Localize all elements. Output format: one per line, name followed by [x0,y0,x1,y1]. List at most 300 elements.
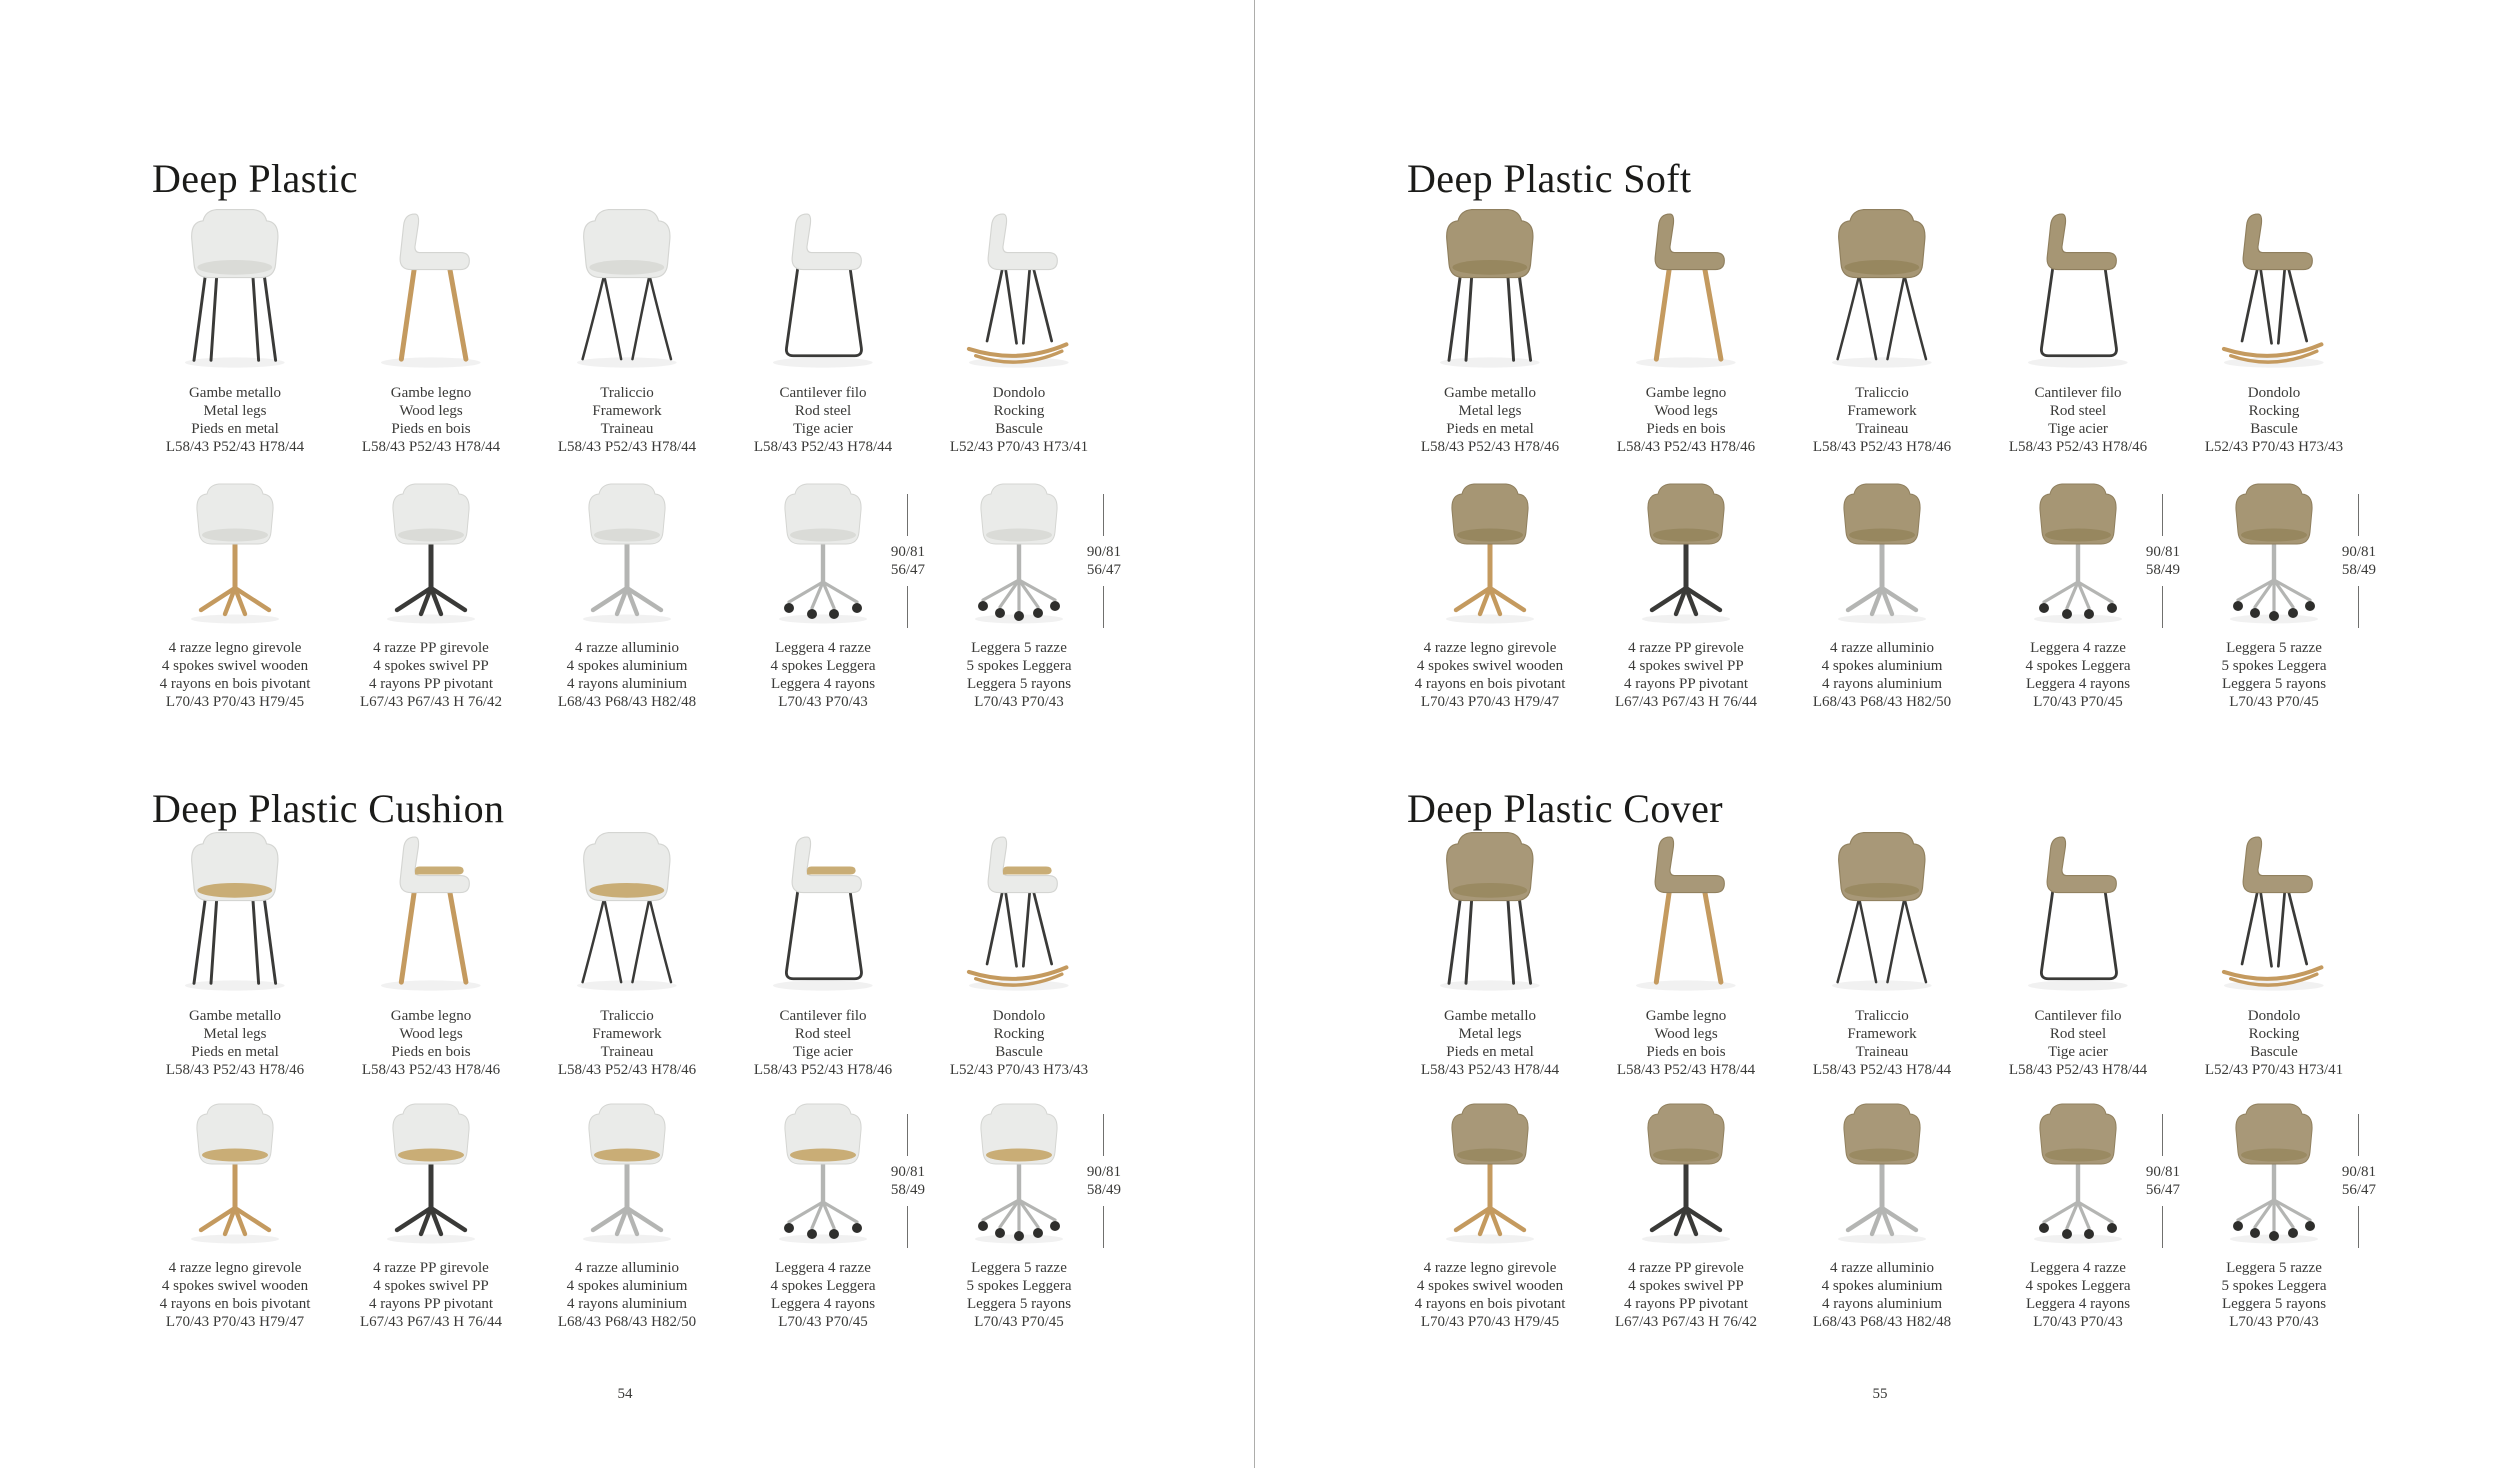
product-cell [725,480,925,711]
caption-line-french: 4 rayons en bois pivotant [159,676,311,692]
caption-line-french: Pieds en metal [1446,1044,1534,1060]
product-cell [2176,480,2376,711]
chair-image-legs-metal [1392,828,1588,998]
dimension-tick-bottom [1103,586,1104,628]
caption-line-french: 4 rayons PP pivotant [1623,1296,1749,1312]
caption-line-english: 4 spokes swivel wooden [161,658,309,674]
chair-image-legs-metal [1392,205,1588,375]
caption-line-english: 4 spokes swivel wooden [1416,1278,1564,1294]
height-range-max: 90/81 [2341,544,2376,560]
dimension-tick-bottom [907,1206,908,1248]
product-caption [1415,1259,1566,1331]
caption-line-english: 4 spokes aluminium [1821,658,1943,674]
caption-line-english: Rod steel [2049,403,2107,419]
product-cell [333,480,529,711]
height-range-max: 90/81 [2341,1164,2376,1180]
caption-line-french: Tige acier [793,1044,853,1060]
caption-line-italian: Dondolo [992,385,1046,401]
chair-image-legs-metal [137,828,333,998]
caption-line-dimensions: L58/43 P52/43 H78/46 [165,1062,305,1078]
caption-line-dimensions: L70/43 P70/43 H79/47 [165,1314,305,1330]
caption-line-english: Rocking [2248,1026,2300,1042]
caption-line-french: 4 rayons PP pivotant [1623,676,1749,692]
caption-line-dimensions: L58/43 P52/43 H78/46 [1812,439,1952,455]
product-caption [754,384,892,456]
dimension-tick-top [1103,1114,1104,1156]
product-caption [1615,639,1757,711]
product-caption [2205,1007,2343,1079]
caption-line-english: 4 spokes Leggera [2025,1278,2131,1294]
dimension-tick-top [2358,1114,2359,1156]
caption-line-english: 4 spokes swivel PP [373,1278,489,1294]
dimension-tick-top [2162,1114,2163,1156]
caption-line-english: 4 spokes aluminium [566,1278,688,1294]
chair-image-castors-5 [921,1100,1121,1250]
caption-line-french: Leggera 5 rayons [966,1296,1072,1312]
product-cell [333,1100,529,1331]
chair-image-swivel-pp [1588,1100,1784,1250]
product-cell [333,205,529,456]
caption-line-dimensions: L67/43 P67/43 H 76/44 [1614,694,1758,710]
product-cell [137,205,333,456]
chair-image-legs-wood [333,828,529,998]
caption-line-italian: Dondolo [992,1008,1046,1024]
caption-line-italian: Gambe metallo [1443,385,1537,401]
chair-image-swivel-pp [1588,480,1784,630]
caption-line-italian: Gambe legno [390,1008,472,1024]
chair-image-rocking [2176,205,2372,375]
caption-line-english: 5 spokes Leggera [2221,1278,2327,1294]
caption-line-english: Metal legs [203,1026,267,1042]
product-caption [2009,384,2147,456]
caption-line-italian: 4 razze alluminio [1829,1260,1935,1276]
product-caption [2222,639,2327,711]
caption-line-english: Wood legs [1654,403,1718,419]
product-cell [1784,1100,1980,1331]
product-cell [725,828,921,1079]
caption-line-dimensions: L67/43 P67/43 H 76/44 [359,1314,503,1330]
caption-line-dimensions: L70/43 P70/45 [778,1314,868,1330]
product-caption [558,384,696,456]
product-cell [1980,1100,2180,1331]
height-dimension-annotation [1087,1114,1121,1248]
product-caption [771,639,876,711]
caption-line-english: Rod steel [794,403,852,419]
product-caption [166,1007,304,1079]
product-caption [2026,639,2131,711]
product-caption [967,1259,1072,1331]
product-cell [1392,828,1588,1079]
caption-line-italian: 4 razze PP girevole [373,640,489,656]
caption-line-italian: Traliccio [600,385,654,401]
chair-image-swivel-wood [1392,480,1588,630]
caption-line-italian: Cantilever filo [2034,1008,2122,1024]
chair-image-legs-wood [1588,205,1784,375]
section-title: Deep Plastic [152,156,358,202]
caption-line-english: Metal legs [203,403,267,419]
caption-line-italian: Leggera 4 razze [2030,1260,2126,1276]
dimension-tick-top [1103,494,1104,536]
caption-line-italian: Dondolo [2247,385,2301,401]
chair-image-trestle [1784,828,1980,998]
caption-line-french: Traineau [1855,421,1909,437]
product-caption [950,384,1088,456]
chair-image-legs-wood [333,205,529,375]
chair-image-legs-metal [137,205,333,375]
caption-line-french: 4 rayons en bois pivotant [1414,676,1566,692]
caption-line-french: Pieds en bois [391,1044,471,1060]
section-title: Deep Plastic Cushion [152,786,505,832]
caption-line-french: Pieds en bois [1646,421,1726,437]
dimension-tick-bottom [2162,586,2163,628]
caption-line-dimensions: L67/43 P67/43 H 76/42 [1614,1314,1758,1330]
product-caption [1421,1007,1559,1079]
caption-line-french: Tige acier [2048,1044,2108,1060]
product-cell [333,828,529,1079]
height-range-max: 90/81 [890,1164,925,1180]
dimension-tick-bottom [1103,1206,1104,1248]
product-caption [558,639,696,711]
product-cell [1392,480,1588,711]
caption-line-italian: 4 razze PP girevole [1628,1260,1744,1276]
caption-line-french: 4 rayons PP pivotant [368,1296,494,1312]
caption-line-english: 4 spokes aluminium [1821,1278,1943,1294]
product-cell [2176,205,2372,456]
chair-image-swivel-wood [137,1100,333,1250]
product-caption [2222,1259,2327,1331]
chair-image-sled [1980,828,2176,998]
chair-image-castors-5 [921,480,1121,630]
caption-line-dimensions: L70/43 P70/43 [778,694,868,710]
chair-image-rocking [921,828,1117,998]
chair-image-castors-5 [2176,1100,2376,1250]
caption-line-english: Framework [592,1026,662,1042]
caption-line-french: Traineau [1855,1044,1909,1060]
product-caption [1813,1007,1951,1079]
chair-image-swivel-wood [137,480,333,630]
product-caption [362,1007,500,1079]
product-cell [1980,205,2176,456]
caption-line-french: Leggera 4 rayons [2025,1296,2131,1312]
caption-line-english: 5 spokes Leggera [2221,658,2327,674]
product-caption [558,1259,696,1331]
chair-image-sled [1980,205,2176,375]
caption-line-english: Framework [592,403,662,419]
caption-line-italian: Traliccio [1855,385,1909,401]
section-title: Deep Plastic Cover [1407,786,1724,832]
caption-line-dimensions: L67/43 P67/43 H 76/42 [359,694,503,710]
caption-line-french: Leggera 4 rayons [2025,676,2131,692]
product-caption [1813,639,1951,711]
product-cell [921,480,1121,711]
height-range-seat: 56/47 [2341,1182,2376,1198]
caption-line-english: 4 spokes aluminium [566,658,688,674]
chair-image-swivel-alu [1784,480,1980,630]
caption-line-french: Leggera 5 rayons [2221,1296,2327,1312]
caption-line-italian: Leggera 4 razze [775,640,871,656]
chair-image-swivel-alu [529,480,725,630]
height-range-max: 90/81 [890,544,925,560]
chair-image-trestle [1784,205,1980,375]
caption-line-french: Pieds en bois [1646,1044,1726,1060]
caption-line-french: Traineau [600,421,654,437]
caption-line-italian: 4 razze alluminio [574,640,680,656]
caption-line-italian: 4 razze alluminio [1829,640,1935,656]
height-range-max: 90/81 [2145,544,2180,560]
product-caption [558,1007,696,1079]
caption-line-italian: Gambe metallo [1443,1008,1537,1024]
product-grid [137,828,1117,1079]
product-cell [1784,480,1980,711]
product-cell [1392,1100,1588,1331]
caption-line-dimensions: L58/43 P52/43 H78/44 [1812,1062,1952,1078]
caption-line-english: Rod steel [794,1026,852,1042]
caption-line-french: Bascule [2250,1044,2298,1060]
product-cell [921,828,1117,1079]
caption-line-french: 4 rayons en bois pivotant [1414,1296,1566,1312]
caption-line-italian: Leggera 5 razze [971,640,1067,656]
caption-line-italian: Leggera 5 razze [2226,640,2322,656]
caption-line-french: Leggera 4 rayons [770,676,876,692]
product-grid [137,1100,1121,1331]
product-caption [950,1007,1088,1079]
chair-image-sled [725,828,921,998]
product-cell [137,828,333,1079]
caption-line-dimensions: L58/43 P52/43 H78/44 [753,439,893,455]
caption-line-italian: Gambe metallo [188,1008,282,1024]
product-caption [754,1007,892,1079]
product-caption [967,639,1072,711]
caption-line-italian: Leggera 4 razze [775,1260,871,1276]
product-grid [137,480,1121,711]
caption-line-english: Framework [1847,403,1917,419]
product-cell [2176,1100,2376,1331]
height-range-max: 90/81 [1086,544,1121,560]
caption-line-italian: 4 razze legno girevole [1423,1260,1557,1276]
product-caption [1615,1259,1757,1331]
product-caption [160,1259,311,1331]
chair-image-trestle [529,205,725,375]
caption-line-dimensions: L52/43 P70/43 H73/43 [949,1062,1089,1078]
product-caption [771,1259,876,1331]
height-dimension-annotation [2342,494,2376,628]
height-range-seat: 58/49 [1086,1182,1121,1198]
dimension-tick-bottom [2162,1206,2163,1248]
caption-line-french: Pieds en metal [191,421,279,437]
caption-line-dimensions: L70/43 P70/43 [2033,1314,2123,1330]
caption-line-dimensions: L58/43 P52/43 H78/46 [2008,439,2148,455]
caption-line-dimensions: L70/43 P70/45 [2033,694,2123,710]
caption-line-english: Metal legs [1458,1026,1522,1042]
caption-line-dimensions: L52/43 P70/43 H73/41 [2204,1062,2344,1078]
section-title: Deep Plastic Soft [1407,156,1692,202]
chair-image-swivel-alu [1784,1100,1980,1250]
caption-line-dimensions: L70/43 P70/43 [974,694,1064,710]
product-caption [1415,639,1566,711]
product-cell [1588,1100,1784,1331]
product-caption [1617,384,1755,456]
height-range-seat: 58/49 [890,1182,925,1198]
caption-line-french: 4 rayons PP pivotant [368,676,494,692]
caption-line-italian: 4 razze legno girevole [168,640,302,656]
caption-line-dimensions: L70/43 P70/43 H79/45 [1420,1314,1560,1330]
product-caption [362,384,500,456]
caption-line-french: 4 rayons en bois pivotant [159,1296,311,1312]
caption-line-french: Leggera 5 rayons [2221,676,2327,692]
caption-line-italian: 4 razze PP girevole [373,1260,489,1276]
product-cell [921,205,1117,456]
caption-line-french: Tige acier [793,421,853,437]
caption-line-english: 5 spokes Leggera [966,1278,1072,1294]
caption-line-english: Framework [1847,1026,1917,1042]
height-dimension-annotation [2146,494,2180,628]
product-caption [1617,1007,1755,1079]
product-cell [137,1100,333,1331]
chair-image-swivel-wood [1392,1100,1588,1250]
dimension-tick-bottom [907,586,908,628]
caption-line-english: 4 spokes Leggera [770,658,876,674]
product-grid [1392,480,2376,711]
caption-line-italian: Traliccio [600,1008,654,1024]
caption-line-dimensions: L68/43 P68/43 H82/48 [1812,1314,1952,1330]
caption-line-italian: Dondolo [2247,1008,2301,1024]
caption-line-dimensions: L58/43 P52/43 H78/44 [165,439,305,455]
caption-line-italian: Gambe legno [1645,1008,1727,1024]
dimension-tick-top [907,494,908,536]
product-cell [1588,480,1784,711]
height-dimension-annotation [2342,1114,2376,1248]
caption-line-english: Rod steel [2049,1026,2107,1042]
caption-line-italian: 4 razze legno girevole [168,1260,302,1276]
chair-image-rocking [2176,828,2372,998]
caption-line-french: 4 rayons aluminium [1822,1296,1942,1312]
caption-line-english: Wood legs [1654,1026,1718,1042]
product-cell [1588,205,1784,456]
page-number: 54 [617,1386,633,1402]
caption-line-dimensions: L68/43 P68/43 H82/50 [557,1314,697,1330]
product-grid [1392,1100,2376,1331]
height-range-seat: 56/47 [890,562,925,578]
caption-line-french: Leggera 5 rayons [966,676,1072,692]
caption-line-english: Wood legs [399,403,463,419]
caption-line-dimensions: L70/43 P70/45 [974,1314,1064,1330]
caption-line-dimensions: L58/43 P52/43 H78/46 [1616,439,1756,455]
dimension-tick-top [2358,494,2359,536]
caption-line-dimensions: L70/43 P70/43 [2229,1314,2319,1330]
caption-line-french: 4 rayons aluminium [567,1296,687,1312]
product-caption [2009,1007,2147,1079]
product-cell [1392,205,1588,456]
caption-line-dimensions: L58/43 P52/43 H78/46 [753,1062,893,1078]
product-caption [360,639,502,711]
caption-line-dimensions: L52/43 P70/43 H73/41 [949,439,1089,455]
dimension-tick-bottom [2358,586,2359,628]
caption-line-italian: Leggera 5 razze [971,1260,1067,1276]
caption-line-french: Bascule [2250,421,2298,437]
caption-line-english: 4 spokes swivel PP [1628,1278,1744,1294]
product-caption [166,384,304,456]
chair-image-castors-5 [2176,480,2376,630]
product-grid [1392,205,2372,456]
caption-line-italian: Cantilever filo [779,385,867,401]
chair-image-legs-wood [1588,828,1784,998]
caption-line-dimensions: L58/43 P52/43 H78/46 [557,1062,697,1078]
product-cell [1784,828,1980,1079]
product-cell [529,828,725,1079]
product-caption [2026,1259,2131,1331]
caption-line-dimensions: L58/43 P52/43 H78/46 [1420,439,1560,455]
caption-line-english: 4 spokes Leggera [770,1278,876,1294]
product-cell [529,480,725,711]
caption-line-italian: Gambe legno [390,385,472,401]
caption-line-italian: Leggera 4 razze [2030,640,2126,656]
product-cell [529,205,725,456]
product-cell [1980,828,2176,1079]
chair-image-castors-4 [1980,480,2180,630]
product-cell [725,205,921,456]
height-range-seat: 56/47 [2145,1182,2180,1198]
product-cell [725,1100,925,1331]
caption-line-italian: Gambe metallo [188,385,282,401]
caption-line-english: Rocking [2248,403,2300,419]
caption-line-french: Bascule [995,1044,1043,1060]
caption-line-french: Pieds en metal [1446,421,1534,437]
chair-image-swivel-pp [333,1100,529,1250]
caption-line-english: 5 spokes Leggera [966,658,1072,674]
caption-line-english: 4 spokes Leggera [2025,658,2131,674]
chair-image-swivel-alu [529,1100,725,1250]
caption-line-dimensions: L58/43 P52/43 H78/44 [361,439,501,455]
caption-line-dimensions: L70/43 P70/43 H79/47 [1420,694,1560,710]
caption-line-english: 4 spokes swivel PP [1628,658,1744,674]
dimension-tick-top [2162,494,2163,536]
chair-image-swivel-pp [333,480,529,630]
height-range-max: 90/81 [2145,1164,2180,1180]
caption-line-english: Wood legs [399,1026,463,1042]
caption-line-english: Rocking [993,1026,1045,1042]
product-grid [137,205,1117,456]
caption-line-english: 4 spokes swivel wooden [1416,658,1564,674]
caption-line-dimensions: L52/43 P70/43 H73/43 [2204,439,2344,455]
product-cell [1588,828,1784,1079]
height-dimension-annotation [891,494,925,628]
chair-image-castors-4 [725,480,925,630]
product-cell [1980,480,2180,711]
caption-line-english: Rocking [993,403,1045,419]
chair-image-trestle [529,828,725,998]
product-cell [1784,205,1980,456]
dimension-tick-top [907,1114,908,1156]
caption-line-french: Pieds en metal [191,1044,279,1060]
product-caption [360,1259,502,1331]
caption-line-french: Leggera 4 rayons [770,1296,876,1312]
height-dimension-annotation [1087,494,1121,628]
caption-line-french: Tige acier [2048,421,2108,437]
dimension-tick-bottom [2358,1206,2359,1248]
height-range-seat: 56/47 [1086,562,1121,578]
caption-line-dimensions: L58/43 P52/43 H78/44 [557,439,697,455]
caption-line-english: 4 spokes swivel wooden [161,1278,309,1294]
height-range-seat: 58/49 [2341,562,2376,578]
product-caption [1421,384,1559,456]
catalog-page-55 [1255,0,2500,1468]
caption-line-french: 4 rayons aluminium [567,676,687,692]
product-cell [137,480,333,711]
caption-line-italian: Cantilever filo [779,1008,867,1024]
caption-line-french: Bascule [995,421,1043,437]
product-grid [1392,828,2372,1079]
caption-line-italian: Cantilever filo [2034,385,2122,401]
